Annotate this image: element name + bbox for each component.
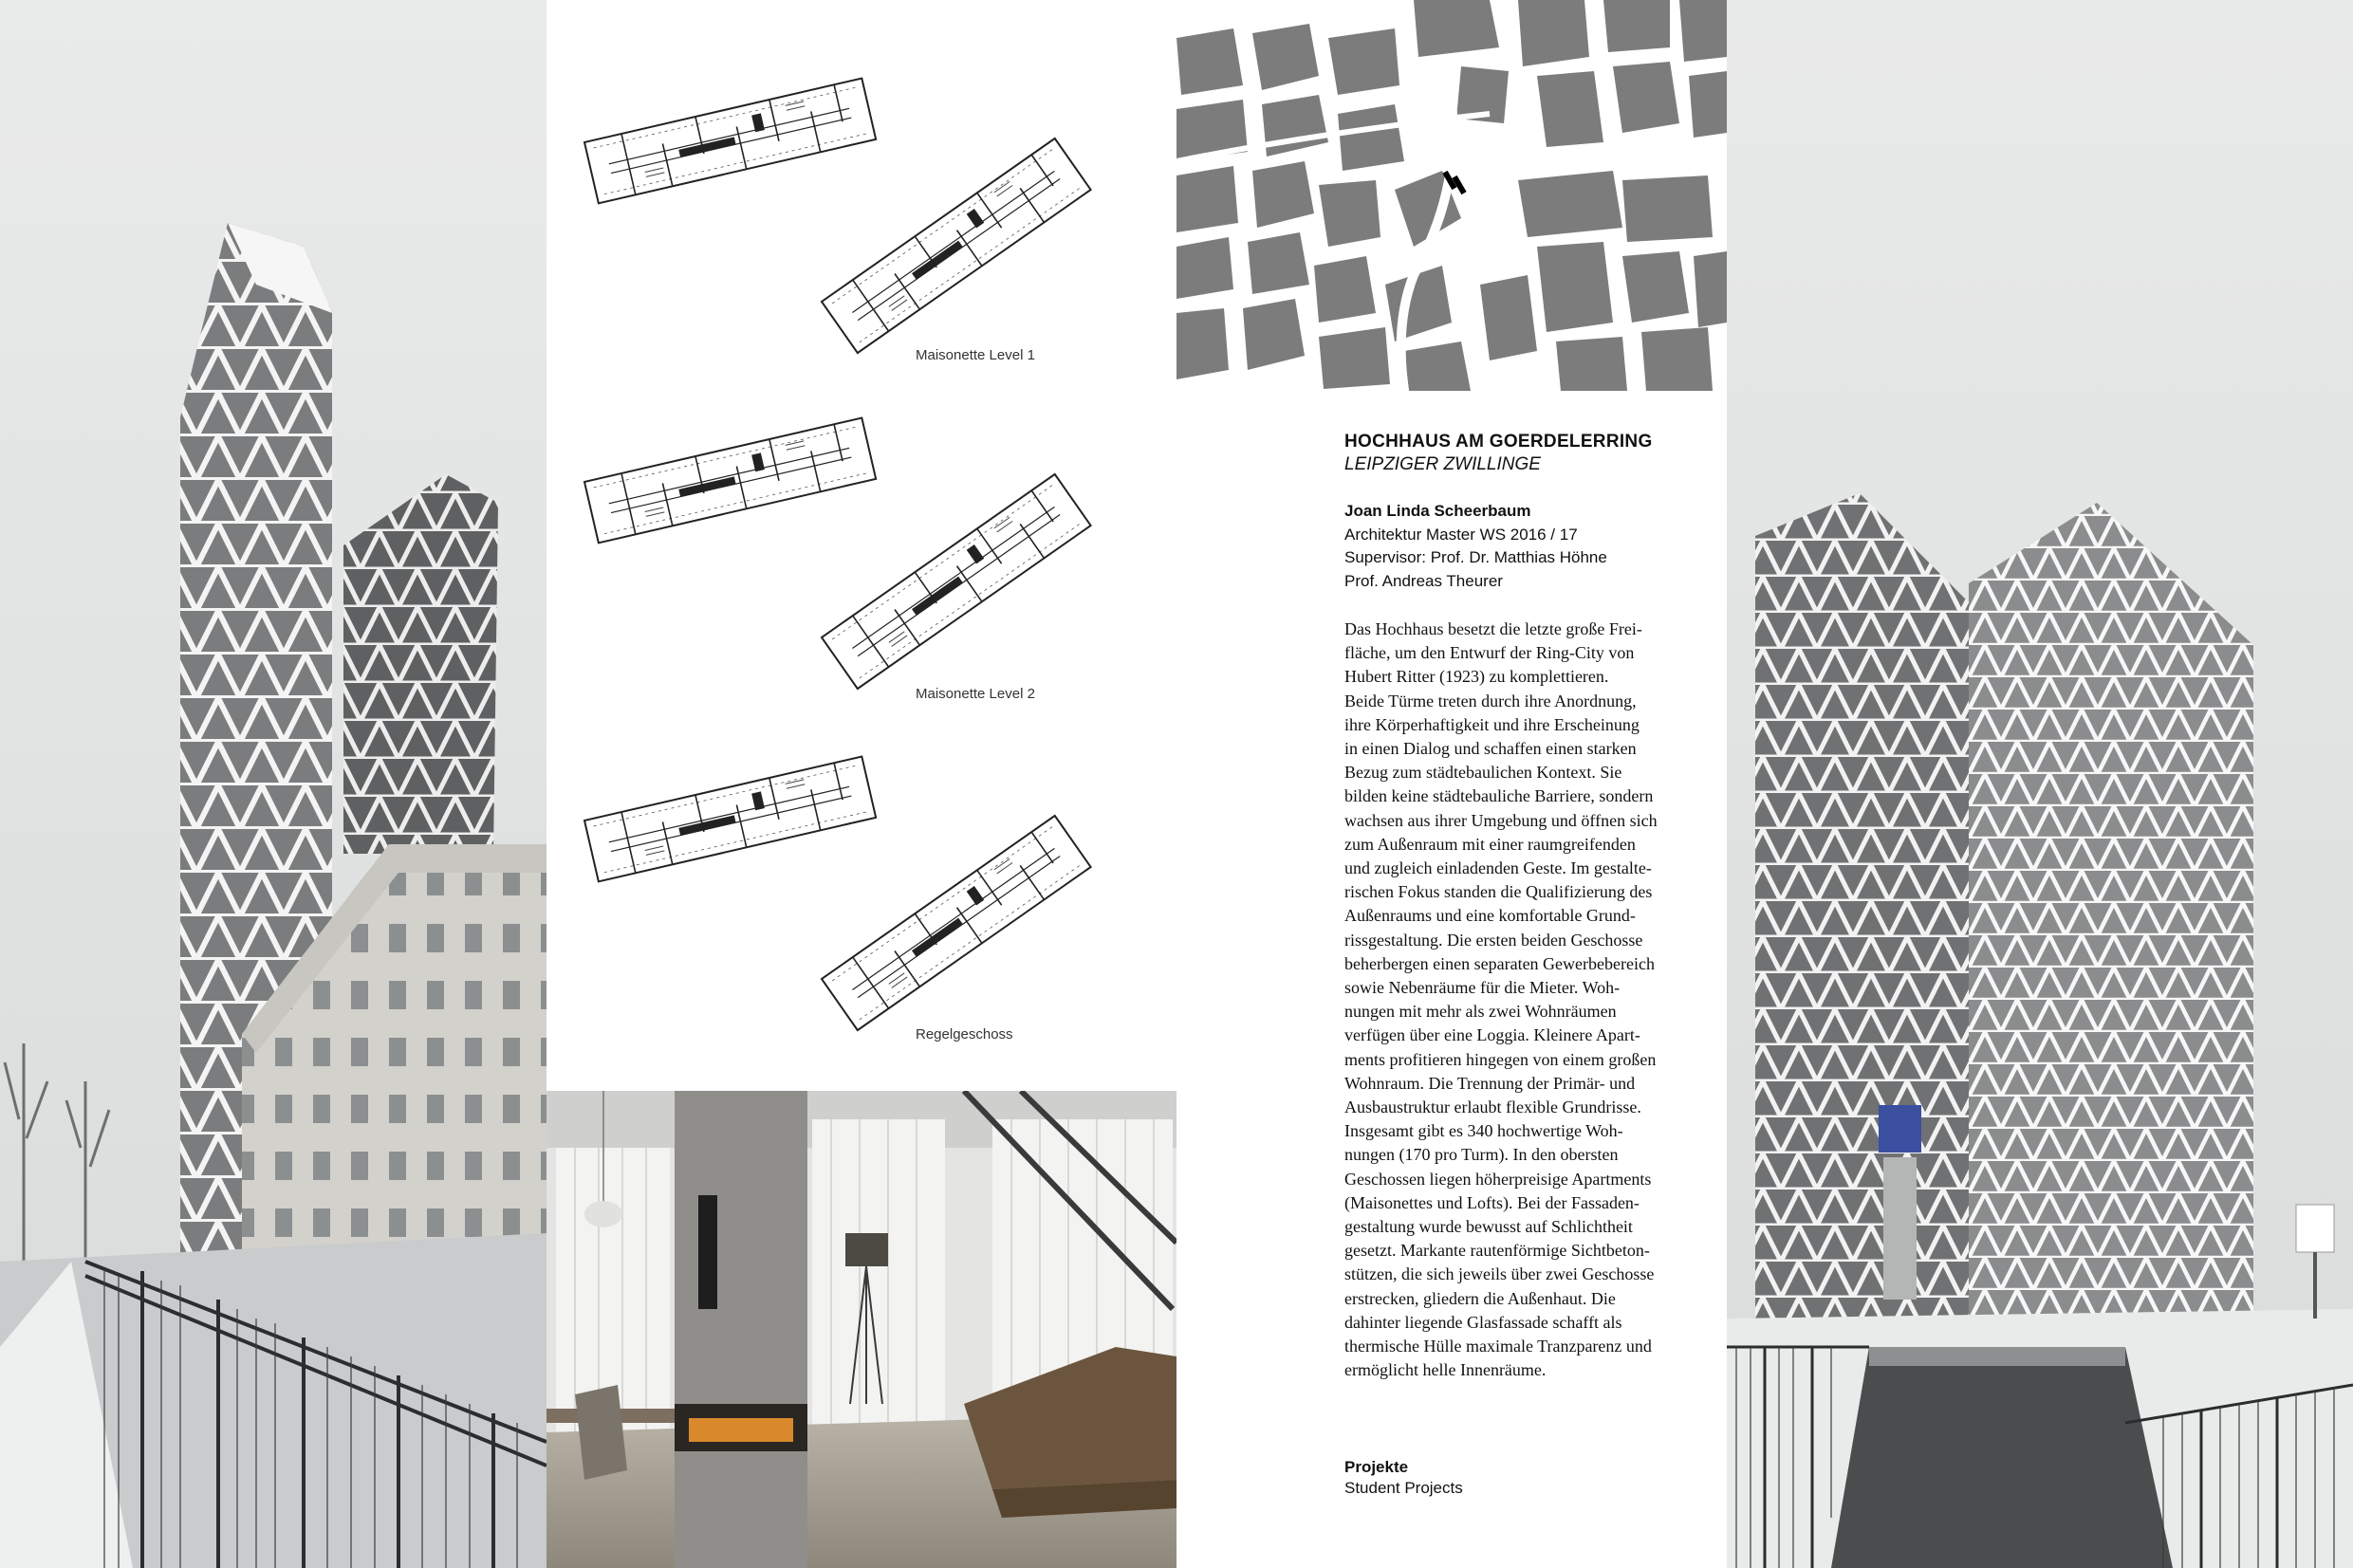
description-line: Geschossen liegen höherpreisige Apartments — [1344, 1169, 1652, 1189]
description-line: fläche, um den Entwurf der Ring-City von — [1344, 643, 1635, 663]
description-line: gesetzt. Markante rautenförmige Sichtbeton- — [1344, 1241, 1650, 1261]
description-line: rissgestaltung. Die ersten beiden Geschosse — [1344, 930, 1643, 950]
interior-rendering — [547, 1091, 1176, 1568]
description-line: dahinter liegende Glasfassade schafft als — [1344, 1312, 1622, 1332]
course-info: Architektur Master WS 2016 / 17 — [1344, 525, 1578, 544]
project-credits — [1344, 500, 1695, 593]
description-body — [1344, 618, 1697, 1383]
description-line: wachsen aus ihrer Umgebung und öffnen sich — [1344, 810, 1658, 830]
description-line: sowie Nebenräume für die Mieter. Woh- — [1344, 978, 1621, 998]
author-name: Joan Linda Scheerbaum — [1344, 502, 1531, 520]
description-line: nungen mit mehr als zwei Wohnräumen — [1344, 1002, 1617, 1022]
description-line: ihre Körperhaftigkeit und ihre Erscheinung — [1344, 714, 1640, 734]
description-line: nungen (170 pro Turm). In den obersten — [1344, 1145, 1619, 1165]
plan-caption-maisonette-1: Maisonette Level 1 — [916, 347, 1035, 363]
footer-label: Projekte — [1344, 1458, 1409, 1476]
description-line: Beide Türme treten durch ihre Anordnung, — [1344, 691, 1637, 710]
description-line: Das Hochhaus besetzt die letzte große Frei- — [1344, 619, 1642, 638]
description-line: in einen Dialog und schaffen einen starken — [1344, 739, 1637, 759]
description-line: Wohnraum. Die Trennung der Primär- und — [1344, 1073, 1636, 1093]
description-line: und zugleich einladenden Geste. Im gestalte- — [1344, 858, 1652, 878]
description-line: ermöglicht helle Innenräume. — [1344, 1360, 1547, 1380]
description-line: gestaltung wurde bewusst auf Schlichtheit — [1344, 1217, 1633, 1237]
supervisor-info-2: Prof. Andreas Theurer — [1344, 571, 1503, 590]
supervisor-info: Supervisor: Prof. Dr. Matthias Höhne — [1344, 548, 1607, 566]
plan-caption-maisonette-2: Maisonette Level 2 — [916, 686, 1035, 702]
project-title: HOCHHAUS AM GOERDELERRING — [1344, 432, 1653, 452]
description-line: stützen, die sich jeweils über zwei Geschosse — [1344, 1264, 1655, 1284]
description-line: ments profitieren hingegen von einem großen — [1344, 1049, 1657, 1069]
description-line: Außenraums und eine komfortable Grund- — [1344, 906, 1636, 926]
description-line: erstrecken, gliedern die Außenhaut. Die — [1344, 1288, 1616, 1308]
description-line: (Maisonettes und Lofts). Bei der Fassaden- — [1344, 1192, 1640, 1212]
description-line: thermische Hülle maximale Tranzparenz und — [1344, 1337, 1652, 1356]
description-line: Ausbaustruktur erlaubt flexible Grundrisse. — [1344, 1098, 1641, 1117]
left-tower-rendering — [0, 0, 547, 1568]
floor-plans-panel — [547, 0, 1176, 1091]
description-line: zum Außenraum mit einer raumgreifenden — [1344, 834, 1636, 854]
description-line: bilden keine städtebauliche Barriere, sondern — [1344, 786, 1654, 806]
site-plan-map — [1176, 0, 1727, 391]
description-line: Insgesamt gibt es 340 hochwertige Woh- — [1344, 1121, 1623, 1141]
description-line: verfügen über eine Loggia. Kleinere Apart- — [1344, 1025, 1640, 1045]
project-description-column — [1344, 432, 1695, 1383]
footer-section-label — [1344, 1457, 1463, 1499]
description-line: Bezug zum städtebaulichen Kontext. Sie — [1344, 763, 1622, 783]
description-line: rischen Fokus standen die Qualifizierung des — [1344, 882, 1653, 902]
description-line: beherbergen einen separaten Gewerbebereich — [1344, 953, 1655, 973]
footer-sublabel: Student Projects — [1344, 1479, 1463, 1497]
right-tower-rendering — [1727, 0, 2353, 1568]
project-subtitle: LEIPZIGER ZWILLINGE — [1344, 454, 1541, 474]
description-line: Hubert Ritter (1923) zu komplettieren. — [1344, 667, 1609, 687]
plan-caption-regelgeschoss: Regelgeschoss — [916, 1026, 1013, 1042]
